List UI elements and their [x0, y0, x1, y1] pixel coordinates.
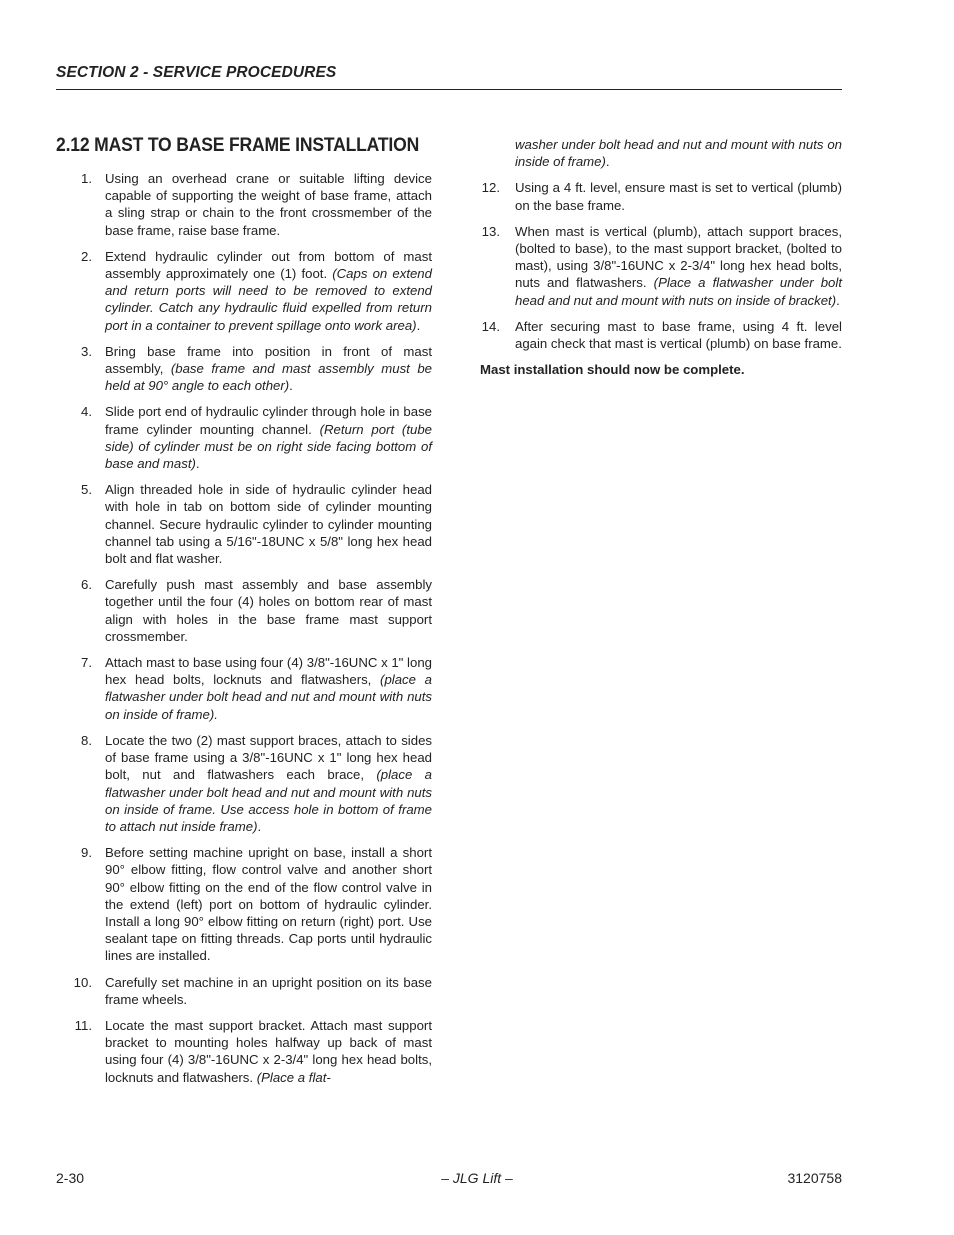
step-text: Using an overhead crane or suitable lifting device capable of supporting the weight of base frame, attach a sling strap or chain to the front crossmember of the base frame, raise base frame. — [105, 171, 432, 238]
step-text: Bring base frame into position in front of mast assembly, (base frame and mast assembly must be held at 90° angle to each other). — [105, 343, 432, 394]
procedure-step — [56, 844, 432, 964]
step-text: Carefully push mast assembly and base assembly together until the four (4) holes on bottom rear of mast align with holes in the base frame mast support crossmember. — [105, 577, 432, 644]
page-number: 2-30 — [56, 1170, 85, 1186]
footer-brand: – JLG Lift – — [441, 1170, 513, 1186]
step-text: Align threaded hole in side of hydraulic cylinder head with hole in tab on bottom side of cylinder mounting channel. Secure hydraulic cylinder to cylinder mounting channel tab using a 5/16"-18UNC x 5/8" long hex head bolt and flat washer. — [105, 482, 432, 567]
step-number: 3. — [81, 343, 92, 359]
procedure-step — [56, 248, 432, 334]
step-text: Before setting machine upright on base, install a short 90° elbow fitting, flow control valve and another short 90° elbow fitting on the end of the flow control valve in the extend (left) port on bottom of hydraulic cylinder. Install a long 90° elbow fitting on return (right) port. Use sealant tape on fitting threads. Cap ports until hydraulic lines are installed. — [105, 845, 432, 964]
section-header: SECTION 2 - SERVICE PROCEDURES — [56, 64, 337, 81]
procedure-step — [56, 403, 432, 472]
step-number: 14. — [481, 318, 500, 334]
step-text: Carefully set machine in an upright position on its base frame wheels. — [105, 974, 432, 1007]
procedure-step — [56, 1017, 432, 1086]
step-number: 7. — [81, 655, 92, 671]
step-text: Using a 4 ft. level, ensure mast is set to vertical (plumb) on the base frame. — [515, 180, 842, 213]
procedure-step — [56, 654, 432, 723]
step-number: 10. — [73, 974, 92, 990]
step-number: 9. — [81, 845, 92, 861]
step-number: 6. — [81, 577, 92, 593]
procedure-step — [56, 974, 432, 1008]
procedure-step — [56, 732, 432, 835]
step-number: 8. — [81, 732, 92, 748]
page-title: 2.12 MAST TO BASE FRAME INSTALLATION — [56, 134, 420, 156]
completion-note: Mast installation should now be complete. — [480, 362, 745, 378]
step-text: After securing mast to base frame, using 4 ft. level again check that mast is vertical (plumb) on base frame. — [515, 318, 842, 352]
left-column — [56, 170, 432, 1095]
step-text: Attach mast to base using four (4) 3/8"-16UNC x 1" long hex head bolts, locknuts and flatwashers, (place a flatwasher under bolt head and nut and mount with nuts on inside of frame). — [105, 655, 432, 722]
procedure-step — [56, 343, 432, 395]
step-11-continuation: washer under bolt head and nut and mount with nuts on inside of frame). — [515, 137, 842, 170]
step-number: 1. — [81, 171, 92, 186]
step-number: 4. — [81, 404, 92, 420]
step-text: Locate the mast support bracket. Attach mast support bracket to mounting holes halfway up back of mast using four (4) 3/8"-16UNC x 2-3/4" long hex head bolts, locknuts and flatwashers. (Place a flat- — [105, 1017, 432, 1085]
step-number: 11. — [74, 1017, 92, 1033]
procedure-step — [480, 223, 842, 309]
step-number: 2. — [81, 248, 92, 264]
step-text: When mast is vertical (plumb), attach support braces, (bolted to base), to the mast support bracket, (bolted to mast), using 3/8"-16UNC x 2-3/4" long hex head bolts, nuts and flatwashers. (Place a flatwasher under bolt head and nut and mount with nuts on inside of bracket). — [515, 223, 842, 308]
document-number: 3120758 — [787, 1170, 842, 1186]
step-number: 12. — [481, 180, 500, 196]
procedure-step — [56, 576, 432, 645]
procedure-step — [480, 318, 842, 352]
procedure-step — [56, 481, 432, 567]
header-divider — [56, 89, 842, 90]
step-text: Extend hydraulic cylinder out from bottom of mast assembly approximately one (1) foot. (Caps on extend and return ports will need to be removed to extend cylinder. Catch any hydraulic fluid expelled from return port in a container to prevent spillage onto work area). — [105, 248, 432, 333]
step-number: 13. — [481, 223, 500, 239]
procedure-step — [480, 179, 842, 213]
step-number: 5. — [81, 482, 92, 498]
procedure-step — [56, 170, 432, 239]
step-text: Locate the two (2) mast support braces, attach to sides of base frame using a 3/8"-16UNC x 1" long hex head bolt, nut and flatwashers each brace, (place a flatwasher under bolt head and nut and mount with nuts on inside of frame. Use access hole in bottom of frame to attach nut inside frame). — [105, 732, 432, 834]
right-column — [480, 136, 842, 378]
step-text: Slide port end of hydraulic cylinder through hole in base frame cylinder mounting channel. (Return port (tube side) of cylinder must be on right side facing bottom of base and mast). — [105, 404, 432, 472]
